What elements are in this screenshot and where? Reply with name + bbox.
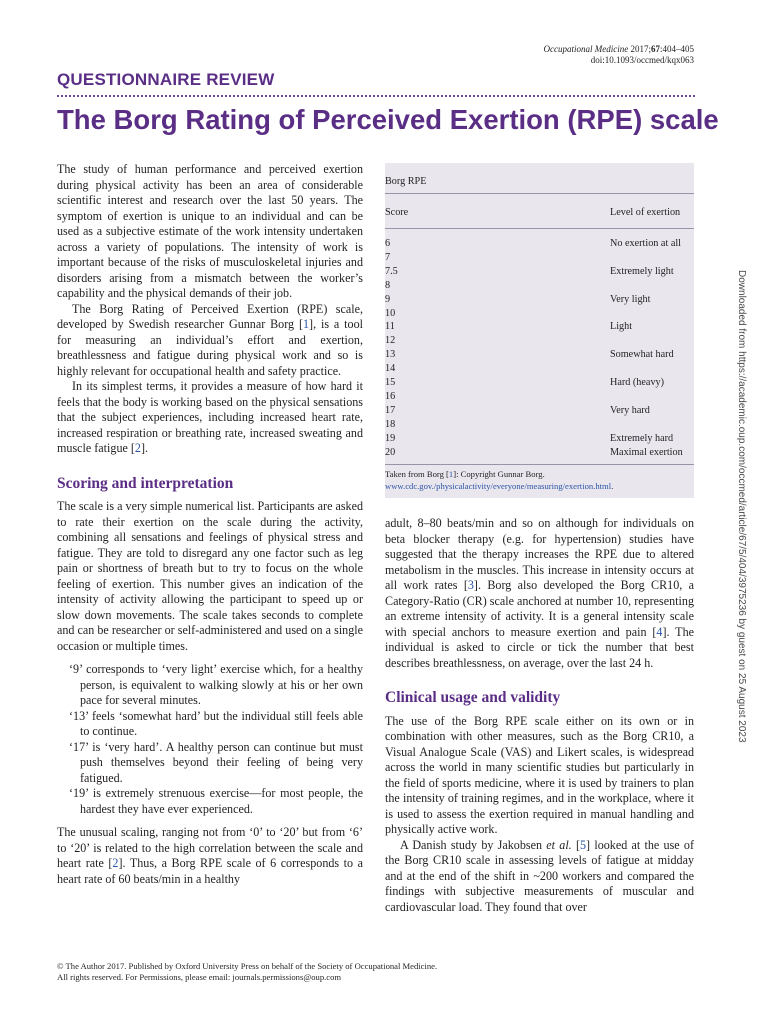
table-level-cell: Somewhat hard bbox=[610, 349, 674, 361]
reference-link[interactable]: 5 bbox=[580, 837, 587, 852]
table-header-score: Score bbox=[385, 207, 409, 218]
table-score-cell: 8 bbox=[385, 279, 391, 291]
table-level-cell: Hard (heavy) bbox=[610, 377, 665, 388]
table-footnote bbox=[385, 469, 685, 492]
table-score-cell: 10 bbox=[385, 307, 396, 319]
text: In its simplest terms, it provides a measure of how hard it feels that the body is working based on the physical sensations that the subject experiences, including increased heart rate, increased respiration or breathing rate, increased sweating and muscle fatigue [ bbox=[57, 379, 363, 455]
left-column bbox=[57, 162, 363, 887]
reference-link[interactable]: 4 bbox=[656, 624, 663, 639]
text: The unusual scaling, ranging not from ‘0’ to ‘20’ but from ‘6’ to ‘20’ is related to the high correlation between the scale and heart rate [ bbox=[57, 825, 363, 870]
clinical-paragraph-1: The use of the Borg RPE scale either on its own or in combination with other measures, such as the Borg CR10, a Visual Analogue Scale (VAS) and Likert scales, is widespread across the world in many scientific studies but particularly in the field of sports medicine, where it is used by trainers to plan the intensity of training regimes, and in the workplace, where it is used to assess the exertion required in manual handling and physically active work. bbox=[385, 713, 694, 836]
table-rule bbox=[385, 464, 694, 465]
bullet-item: ‘17’ is ‘very hard’. A healthy person can continue but must push themselves beyond their feeling of being very fatigued. bbox=[69, 739, 363, 785]
dotted-divider bbox=[57, 95, 695, 97]
table-score-cell: 13 bbox=[385, 349, 396, 361]
journal-pages: :404–405 bbox=[659, 44, 694, 54]
reference-link[interactable]: 3 bbox=[467, 578, 474, 592]
table-score-cell: 14 bbox=[385, 363, 396, 375]
table-caption: Borg RPE bbox=[385, 176, 427, 187]
table-level-cell: Maximal exertion bbox=[610, 446, 683, 458]
reference-link[interactable]: 1 bbox=[448, 469, 454, 479]
reference-link[interactable]: 1 bbox=[303, 317, 310, 331]
text: ]. Thus, a Borg RPE scale of 6 corresponds to a heart rate of 60 beats/min in a healthy bbox=[57, 856, 363, 886]
intro-paragraph-1: The study of human performance and perceived exertion during physical activity has been an area of considerable scientific interest and research over the last 50 years. The symptom of exertion is unique to an individual and can be used as a subjective estimate of the work intensity undertaken across a variety of populations. The intensity of work is important because of the risks of musculoskeletal injuries and disorders arising from a mismatch between the worker’s capability and the physical demands of their job. bbox=[57, 162, 363, 300]
doi: doi:10.1093/occmed/kqx063 bbox=[590, 55, 694, 65]
scale-bullet-list bbox=[57, 662, 363, 817]
text: et al. bbox=[546, 837, 572, 852]
text: adult, 8–80 beats/min and so on although for individuals on beta blocker therapy (e.g. for hypertension) studies have suggested that the therapy increases the RPE due to altered metabolism in the muscles. This increase in intensity occurs at all work rates [ bbox=[385, 516, 694, 592]
table-level-cell: Extremely hard bbox=[610, 432, 674, 444]
reference-link[interactable]: 2 bbox=[134, 441, 141, 455]
text: A Danish study by Jakobsen bbox=[400, 837, 547, 852]
text: . bbox=[611, 480, 614, 491]
text: ]. bbox=[140, 441, 149, 455]
copyright-footer bbox=[57, 961, 437, 983]
table-header-level: Level of exertion bbox=[610, 207, 681, 218]
journal-citation-line bbox=[543, 44, 694, 55]
table-level-cell: Extremely light bbox=[610, 265, 674, 277]
table-level-cell: Very light bbox=[610, 293, 651, 305]
table-score-cell: 20 bbox=[385, 446, 396, 458]
text: ]. Borg also developed the Borg CR10, a Category-Ratio (CR) scale anchored at number 10, representing an extreme intensity of activity. It is a general intensity scale with special anchors to measure exertion and pain [ bbox=[385, 578, 694, 639]
table-rule bbox=[385, 193, 694, 194]
table-score-cell: 16 bbox=[385, 390, 396, 402]
table-score-cell: 17 bbox=[385, 404, 396, 416]
borg-rpe-table bbox=[385, 163, 694, 498]
table-level-cell: Very hard bbox=[610, 404, 650, 416]
table-level-cell: Light bbox=[610, 321, 633, 333]
download-watermark: Downloaded from https://academic.oup.com/occmed/article/67/5/404/3975236 by guest on 25 August 2023 bbox=[736, 270, 747, 743]
journal-name: Occupational Medicine bbox=[543, 44, 629, 54]
copyright-line: © The Author 2017. Published by Oxford University Press on behalf of the Society of Occupational Medicine. bbox=[57, 961, 438, 971]
table-score-cell: 7 bbox=[385, 251, 391, 263]
cdc-link[interactable]: www.cdc.gov./physicalactivity/everyone/measuring/exertion.html bbox=[385, 480, 612, 491]
continued-paragraph bbox=[385, 516, 694, 671]
text: ]: Copyright Gunnar Borg. bbox=[453, 469, 545, 479]
table-level-cell: No exertion at all bbox=[610, 238, 682, 249]
permissions-line: All rights reserved. For Permissions, please email: journals.permissions@oup.com bbox=[57, 972, 342, 982]
article-title: The Borg Rating of Perceived Exertion (RPE) scale bbox=[57, 104, 719, 135]
bullet-item: ‘19’ is extremely strenuous exercise—for most people, the hardest they have ever experienced. bbox=[69, 786, 363, 816]
text: Taken from Borg [ bbox=[385, 469, 449, 479]
table-score-cell: 19 bbox=[385, 432, 396, 444]
table-score-cell: 6 bbox=[385, 238, 391, 249]
table-rule bbox=[385, 228, 694, 229]
intro-paragraph-2 bbox=[57, 302, 363, 380]
scoring-paragraph-2 bbox=[57, 825, 363, 887]
text: ] looked at the use of the Borg CR10 scale in assessing levels of fatigue at midday and at the end of the shift in ~200 workers and compared the findings with subjective measurements of muscular and cardiovascular load. They found that over bbox=[385, 837, 694, 914]
journal-citation bbox=[543, 44, 694, 66]
scoring-paragraph-1: The scale is a very simple numerical list. Participants are asked to rate their exertion on the scale during the activity, combining all sensations and feelings of physical stress and fatigue. They are told to disregard any one factor such as leg pain or shortness of breath but to try to focus on the whole feeling of exertion. This number gives an indication of the intensity of activity allowing the participant to speed up or slow down movements. The scale takes seconds to complete and can be researcher or self-administered and used on a single occasion or multiple times. bbox=[57, 499, 363, 653]
section-label: QUESTIONNAIRE REVIEW bbox=[57, 70, 275, 89]
text: ]. The individual is asked to circle or tick the number that best describes breathlessness, on average, over the last 24 h. bbox=[385, 624, 694, 670]
table-score-cell: 11 bbox=[385, 321, 395, 333]
heading-clinical: Clinical usage and validity bbox=[385, 689, 561, 706]
table-score-cell: 18 bbox=[385, 418, 396, 430]
clinical-paragraph-2 bbox=[385, 838, 694, 916]
right-column bbox=[385, 516, 694, 915]
table-score-cell: 12 bbox=[385, 335, 396, 347]
bullet-item: ‘13’ feels ‘somewhat hard’ but the individual still feels able to continue. bbox=[69, 708, 363, 738]
text: [ bbox=[571, 837, 580, 852]
intro-paragraph-3 bbox=[57, 379, 363, 457]
journal-year: 2017; bbox=[628, 44, 651, 54]
heading-scoring: Scoring and interpretation bbox=[57, 474, 234, 492]
journal-volume: 67 bbox=[650, 44, 660, 54]
text: ], is a tool for measuring an individual’s effort and exertion, breathlessness and fatigue during physical work and so is highly relevant for occupational health and safety practice. bbox=[57, 317, 363, 378]
bullet-item: ‘9’ corresponds to ‘very light’ exercise which, for a healthy person, is equivalent to walking slowly at his or her own pace for several minutes. bbox=[69, 662, 363, 707]
reference-link[interactable]: 2 bbox=[112, 856, 119, 870]
table-score-cell: 7.5 bbox=[385, 265, 398, 277]
table-score-cell: 15 bbox=[385, 377, 396, 388]
table-score-cell: 9 bbox=[385, 293, 391, 305]
text: The Borg Rating of Perceived Exertion (RPE) scale, developed by Swedish researcher Gunnar Borg [ bbox=[57, 301, 363, 331]
